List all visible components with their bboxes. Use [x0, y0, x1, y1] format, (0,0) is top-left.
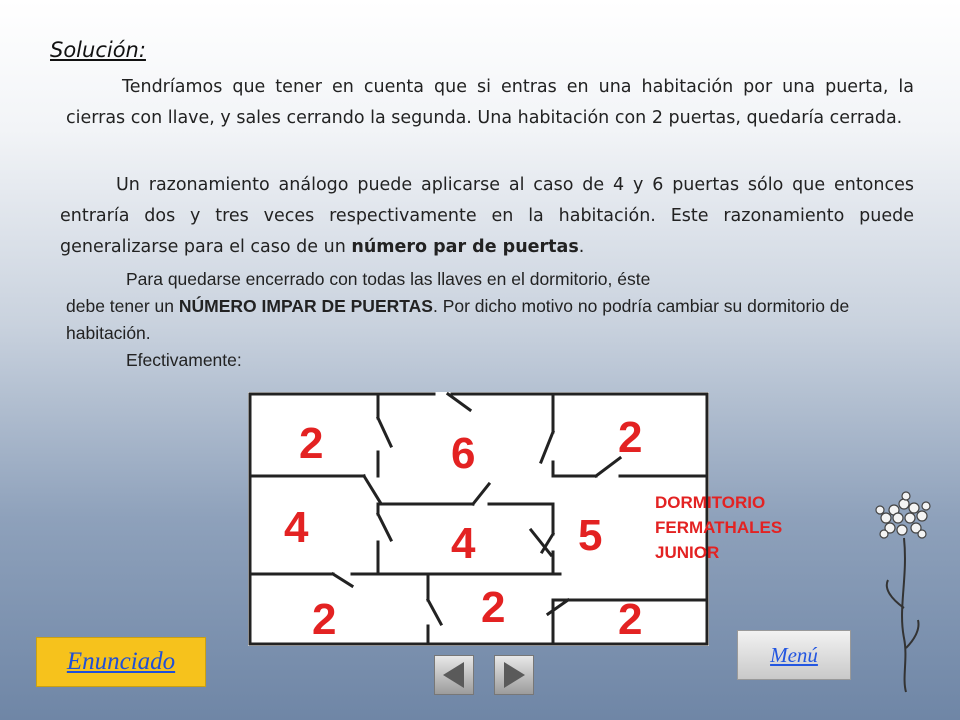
flower-icon [860, 488, 944, 694]
room-number: 2 [312, 595, 337, 644]
bedroom-label-line: DORMITORIO [655, 493, 766, 512]
triangle-left-icon [435, 656, 473, 694]
paragraph-3-end: . Por dicho motivo no podría cambiar su dormitorio de habitación. [66, 296, 850, 343]
room-number: 5 [578, 511, 603, 560]
bedroom-label [655, 490, 782, 565]
menu-button[interactable]: Menú [737, 630, 851, 680]
room-number: 2 [618, 413, 643, 462]
bedroom-label-line: FERMATHALES [655, 518, 783, 537]
triangle-right-icon [495, 656, 533, 694]
paragraph-2-bold: número par de puertas [351, 237, 579, 257]
paragraph-3-bold: NÚMERO IMPAR DE PUERTAS [178, 296, 433, 316]
paragraph-1: Tendríamos que tener en cuenta que si entras en una habitación por una puerta, la cierras con llave, y sales cerrando la segunda. Una habitación con 2 puertas, quedaría cerrada. [66, 77, 914, 128]
room-number: 2 [618, 595, 643, 644]
room-number: 6 [451, 429, 476, 478]
solution-title: Solución: [50, 38, 146, 62]
prev-button[interactable] [434, 655, 474, 695]
paragraph-2-end: . [578, 237, 585, 257]
bedroom-label-line: JUNIOR [655, 543, 720, 562]
paragraph-2 [60, 170, 914, 263]
paragraph-4: Efectivamente: [126, 350, 242, 370]
paragraph-2-text: Un razonamiento análogo puede aplicarse al caso de 4 y 6 puertas sólo que entonces entraría dos y tres veces respectivamente en la habitación. Este razonamiento puede generalizarse para el caso de un [60, 175, 914, 257]
paragraph-3-text: debe tener un [66, 296, 179, 316]
enunciado-button[interactable]: Enunciado [36, 637, 206, 687]
room-number: 2 [481, 583, 506, 632]
room-number: 4 [451, 519, 476, 568]
flower-illustration [860, 488, 944, 699]
room-number: 2 [299, 419, 324, 468]
paragraph-3 [66, 266, 896, 374]
room-number: 4 [284, 503, 309, 552]
next-button[interactable] [494, 655, 534, 695]
maze [248, 392, 709, 646]
paragraph-3-line1: Para quedarse encerrado con todas las llaves en el dormitorio, éste [126, 269, 651, 289]
